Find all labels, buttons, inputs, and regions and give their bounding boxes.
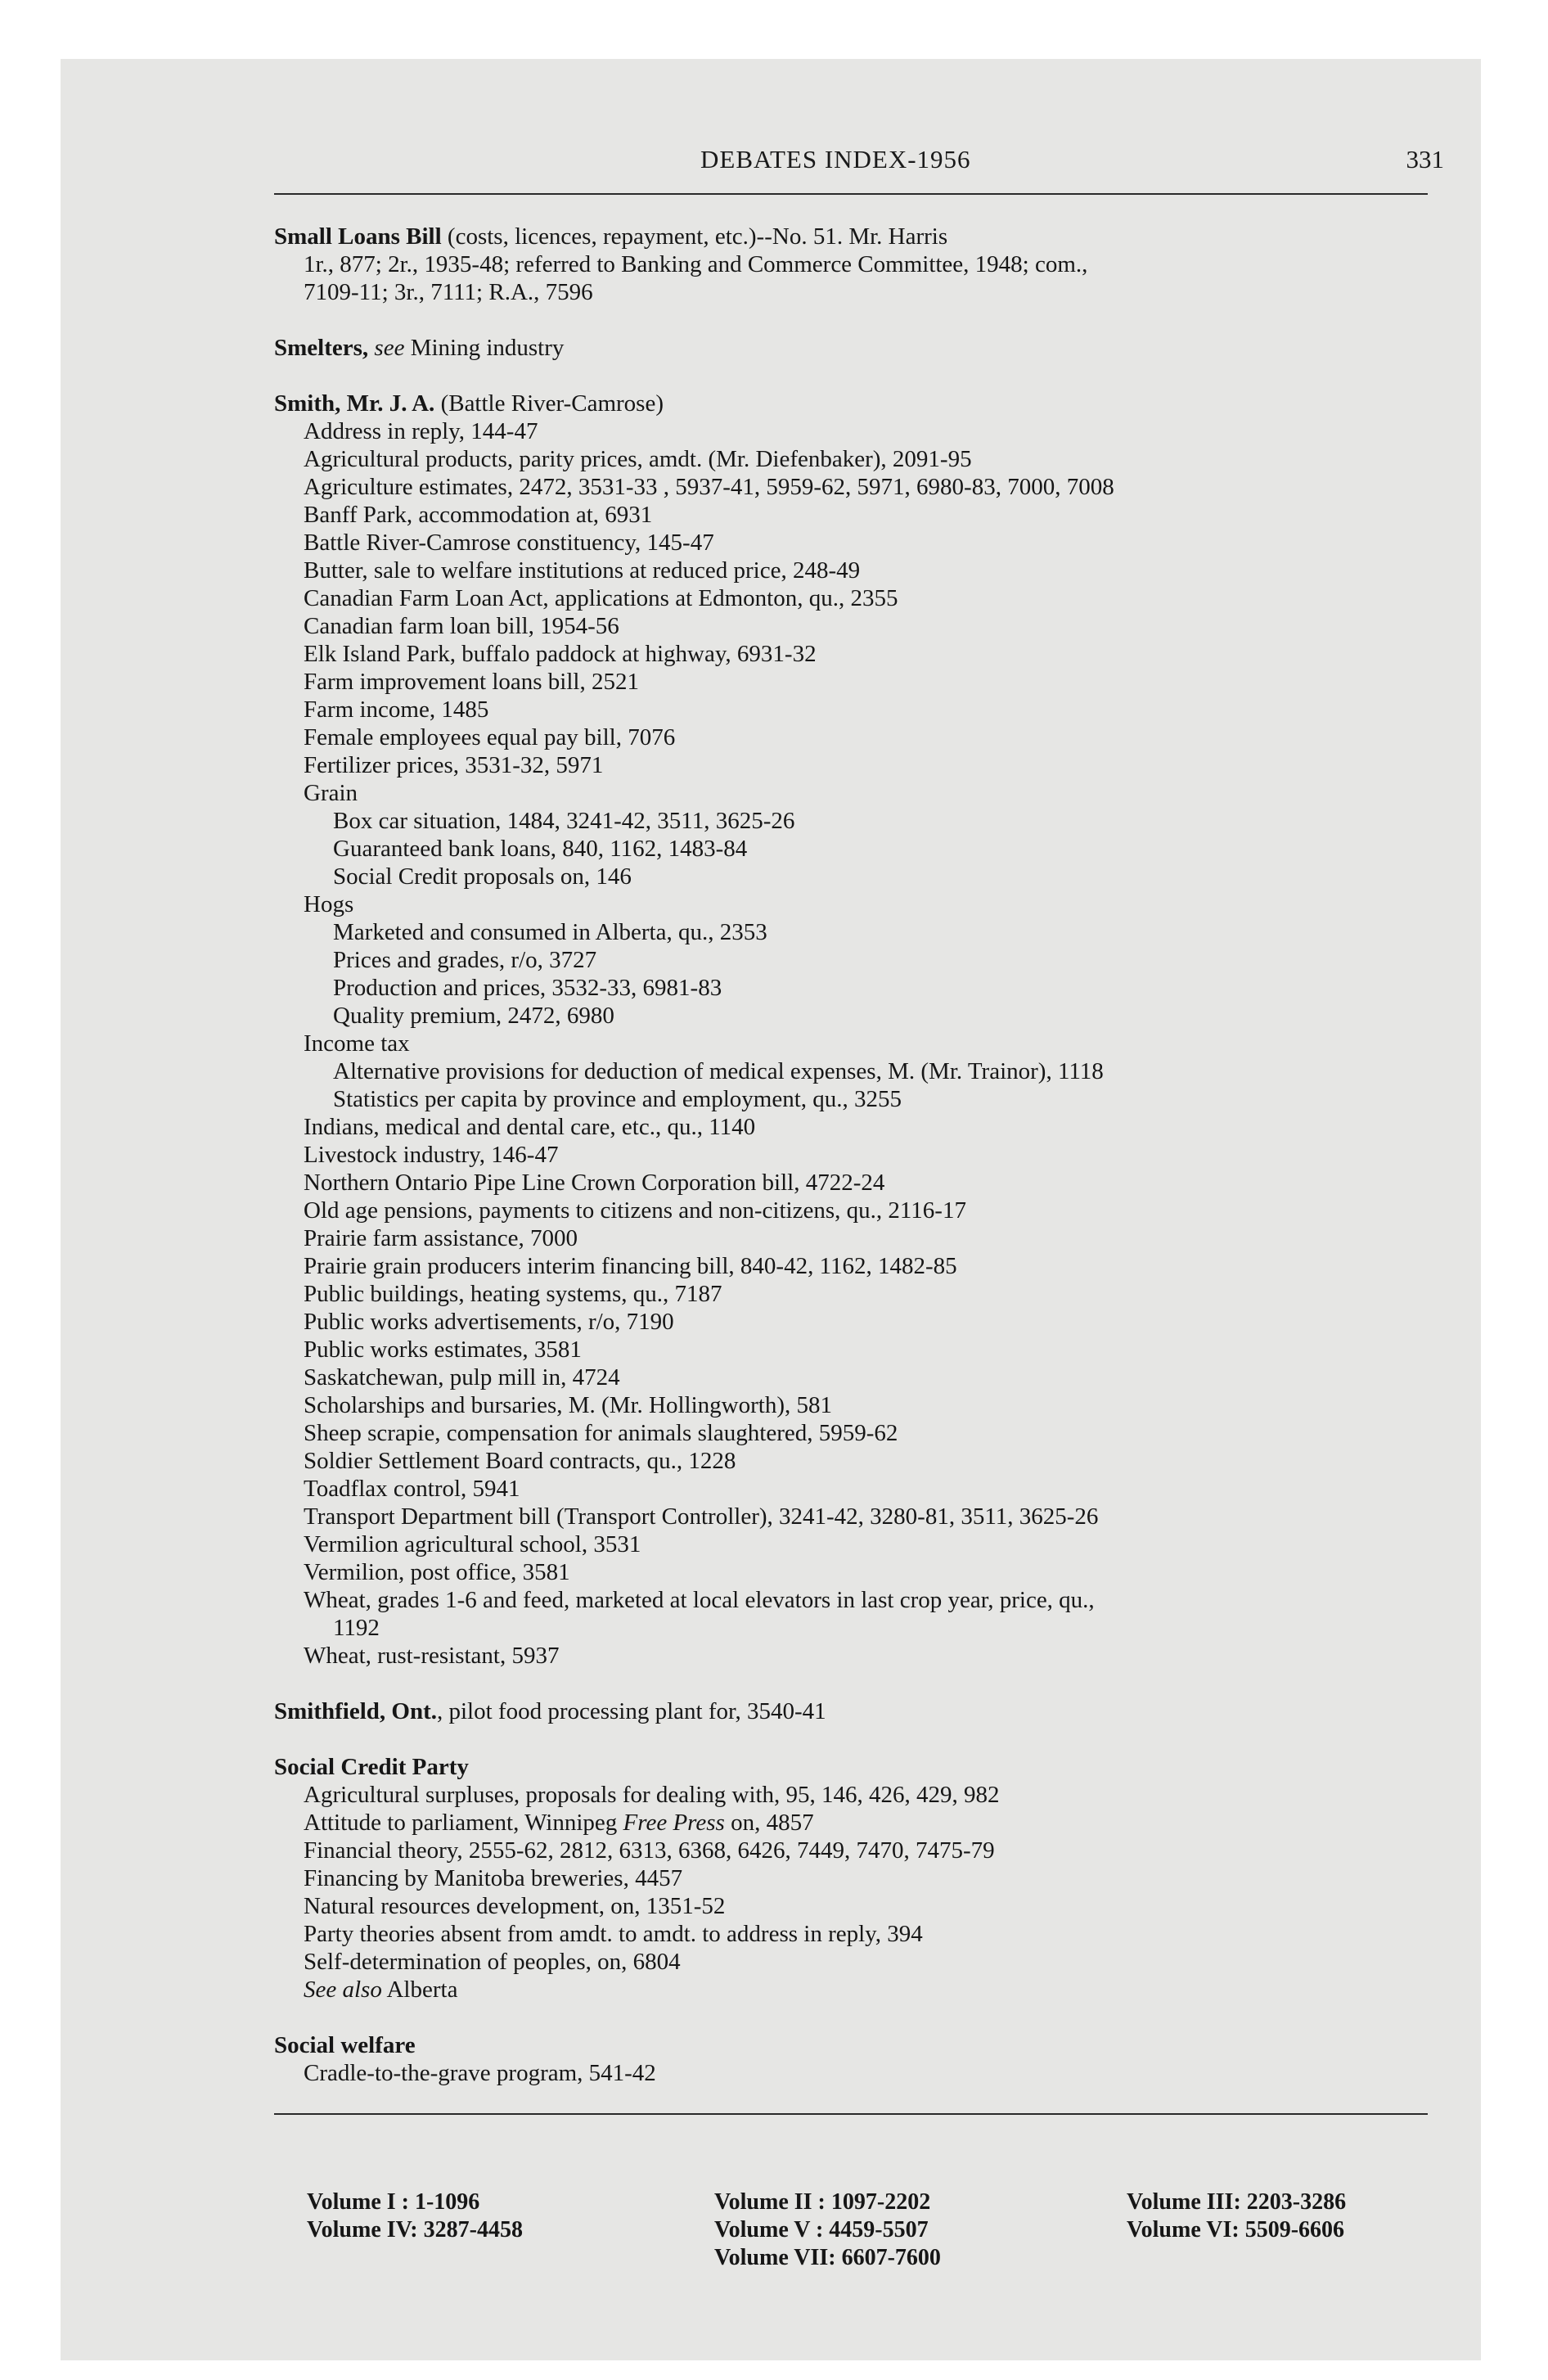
header-rule xyxy=(274,193,1428,195)
subentry: Saskatchewan, pulp mill in, 4724 xyxy=(304,1364,620,1391)
entry-heading: Smelters, xyxy=(274,335,369,361)
subentry-grain: Grain xyxy=(304,780,358,806)
subentry-income-tax: Income tax xyxy=(304,1030,410,1057)
subentry: Canadian Farm Loan Act, applications at Edmonton, qu., 2355 xyxy=(304,585,898,611)
sub-subentry: Quality premium, 2472, 6980 xyxy=(333,1003,614,1029)
sub-subentry: Alternative provisions for deduction of medical expenses, M. (Mr. Trainor), 1118 xyxy=(333,1058,1104,1084)
index-body xyxy=(274,223,1436,2087)
entry-continuation: 1r., 877; 2r., 1935-48; referred to Banking and Commerce Committee, 1948; com., xyxy=(304,251,1088,277)
volume-range: Volume III: 2203-3286 xyxy=(1127,2189,1347,2215)
subentry: Public works estimates, 3581 xyxy=(304,1336,582,1363)
subentry: Livestock industry, 146-47 xyxy=(304,1142,559,1168)
subentry: Northern Ontario Pipe Line Crown Corporation bill, 4722-24 xyxy=(304,1170,885,1196)
entry-heading: Small Loans Bill xyxy=(274,223,442,250)
subentry-continuation: 1192 xyxy=(333,1615,380,1641)
volume-range: Volume VII: 6607-7600 xyxy=(714,2245,941,2270)
sub-subentry: Statistics per capita by province and employment, qu., 3255 xyxy=(333,1086,902,1112)
volume-range: Volume II : 1097-2202 xyxy=(714,2189,931,2215)
subentry: Agriculture estimates, 2472, 3531-33 , 5937-41, 5959-62, 5971, 6980-83, 7000, 7008 xyxy=(304,474,1114,500)
subentry: Sheep scrapie, compensation for animals slaughtered, 5959-62 xyxy=(304,1420,898,1446)
subentry: Transport Department bill (Transport Controller), 3241-42, 3280-81, 3511, 3625-26 xyxy=(304,1503,1099,1530)
volume-range: Volume IV: 3287-4458 xyxy=(307,2217,523,2243)
subentry: Financing by Manitoba breweries, 4457 xyxy=(304,1865,683,1891)
entry-text: , pilot food processing plant for, 3540-41 xyxy=(437,1698,826,1724)
subentry: Wheat, grades 1-6 and feed, marketed at local elevators in last crop year, price, qu., xyxy=(304,1587,1095,1613)
sub-subentry: Social Credit proposals on, 146 xyxy=(333,863,632,890)
italic-title: Free Press xyxy=(623,1810,725,1836)
page-header xyxy=(274,100,1444,174)
subentry: Wheat, rust-resistant, 5937 xyxy=(304,1643,560,1669)
entry-continuation: 7109-11; 3r., 7111; R.A., 7596 xyxy=(304,279,593,305)
subentry: Banff Park, accommodation at, 6931 xyxy=(304,502,653,528)
sub-subentry: Marketed and consumed in Alberta, qu., 2353 xyxy=(333,919,767,945)
see-also-target: Alberta xyxy=(381,1977,458,2003)
entry-text: (Battle River-Camrose) xyxy=(434,390,664,417)
subentry: Prairie grain producers interim financing bill, 840-42, 1162, 1482-85 xyxy=(304,1253,957,1279)
index-entry-smelters xyxy=(274,334,1436,362)
subentry: Self-determination of peoples, on, 6804 xyxy=(304,1949,681,1975)
see-also-label: See also xyxy=(304,1977,382,2003)
subentry: Public works advertisements, r/o, 7190 xyxy=(304,1309,674,1335)
subentry xyxy=(274,1809,1436,1837)
subentry: Elk Island Park, buffalo paddock at highway, 6931-32 xyxy=(304,641,817,667)
volume-range: Volume V : 4459-5507 xyxy=(714,2217,929,2243)
subentry: Vermilion, post office, 3581 xyxy=(304,1559,570,1585)
subentry: Agricultural surpluses, proposals for dealing with, 95, 146, 426, 429, 982 xyxy=(304,1782,1000,1808)
running-title: DEBATES INDEX-1956 xyxy=(700,145,971,174)
see-also-reference xyxy=(274,1976,1436,2004)
subentry: Natural resources development, on, 1351-52 xyxy=(304,1893,726,1919)
entry-heading: Smith, Mr. J. A. xyxy=(274,390,435,417)
subentry: Female employees equal pay bill, 7076 xyxy=(304,724,676,751)
subentry-hogs: Hogs xyxy=(304,891,354,917)
subentry: Address in reply, 144-47 xyxy=(304,418,538,444)
index-entry-smith xyxy=(274,390,1436,417)
subentry: Canadian farm loan bill, 1954-56 xyxy=(304,613,619,639)
subentry-text: on, 4857 xyxy=(724,1810,814,1836)
subentry: Agricultural products, parity prices, amdt. (Mr. Diefenbaker), 2091-95 xyxy=(304,446,972,472)
subentry: Party theories absent from amdt. to amdt. to address in reply, 394 xyxy=(304,1921,923,1947)
footer-rule xyxy=(274,2113,1428,2115)
volume-range: Volume VI: 5509-6606 xyxy=(1127,2217,1345,2243)
subentry: Scholarships and bursaries, M. (Mr. Hollingworth), 581 xyxy=(304,1392,832,1418)
entry-text: Mining industry xyxy=(404,335,565,361)
index-entry-social-welfare: Social welfare xyxy=(274,2032,416,2058)
subentry: Butter, sale to welfare institutions at reduced price, 248-49 xyxy=(304,557,861,584)
subentry: Indians, medical and dental care, etc., qu., 1140 xyxy=(304,1114,756,1140)
index-entry-social-credit: Social Credit Party xyxy=(274,1754,469,1780)
subentry-text: Attitude to parliament, Winnipeg xyxy=(304,1810,623,1836)
subentry: Battle River-Camrose constituency, 145-47 xyxy=(304,530,714,556)
subentry: Cradle-to-the-grave program, 541-42 xyxy=(304,2060,656,2086)
volume-range: Volume I : 1-1096 xyxy=(307,2189,480,2215)
subentry: Farm income, 1485 xyxy=(304,696,489,723)
sub-subentry: Production and prices, 3532-33, 6981-83 xyxy=(333,975,722,1001)
subentry: Toadflax control, 5941 xyxy=(304,1476,520,1502)
page-number: 331 xyxy=(1406,145,1444,174)
subentry: Fertilizer prices, 3531-32, 5971 xyxy=(304,752,604,778)
sub-subentry: Guaranteed bank loans, 840, 1162, 1483-84 xyxy=(333,836,748,862)
subentry: Soldier Settlement Board contracts, qu., 1228 xyxy=(304,1448,736,1474)
sub-subentry: Prices and grades, r/o, 3727 xyxy=(333,947,597,973)
subentry: Farm improvement loans bill, 2521 xyxy=(304,669,639,695)
subentry: Financial theory, 2555-62, 2812, 6313, 6368, 6426, 7449, 7470, 7475-79 xyxy=(304,1837,995,1864)
see-reference: see xyxy=(368,335,405,361)
subentry: Prairie farm assistance, 7000 xyxy=(304,1225,578,1251)
subentry: Old age pensions, payments to citizens and non-citizens, qu., 2116-17 xyxy=(304,1197,966,1224)
index-entry-small-loans xyxy=(274,223,1436,250)
entry-text: (costs, licences, repayment, etc.)--No. 51. Mr. Harris xyxy=(441,223,948,250)
subentry: Public buildings, heating systems, qu., 7187 xyxy=(304,1281,722,1307)
subentry: Vermilion agricultural school, 3531 xyxy=(304,1531,641,1557)
entry-heading: Smithfield, Ont. xyxy=(274,1698,437,1724)
sub-subentry: Box car situation, 1484, 3241-42, 3511, 3625-26 xyxy=(333,808,795,834)
index-entry-smithfield xyxy=(274,1697,1436,1725)
